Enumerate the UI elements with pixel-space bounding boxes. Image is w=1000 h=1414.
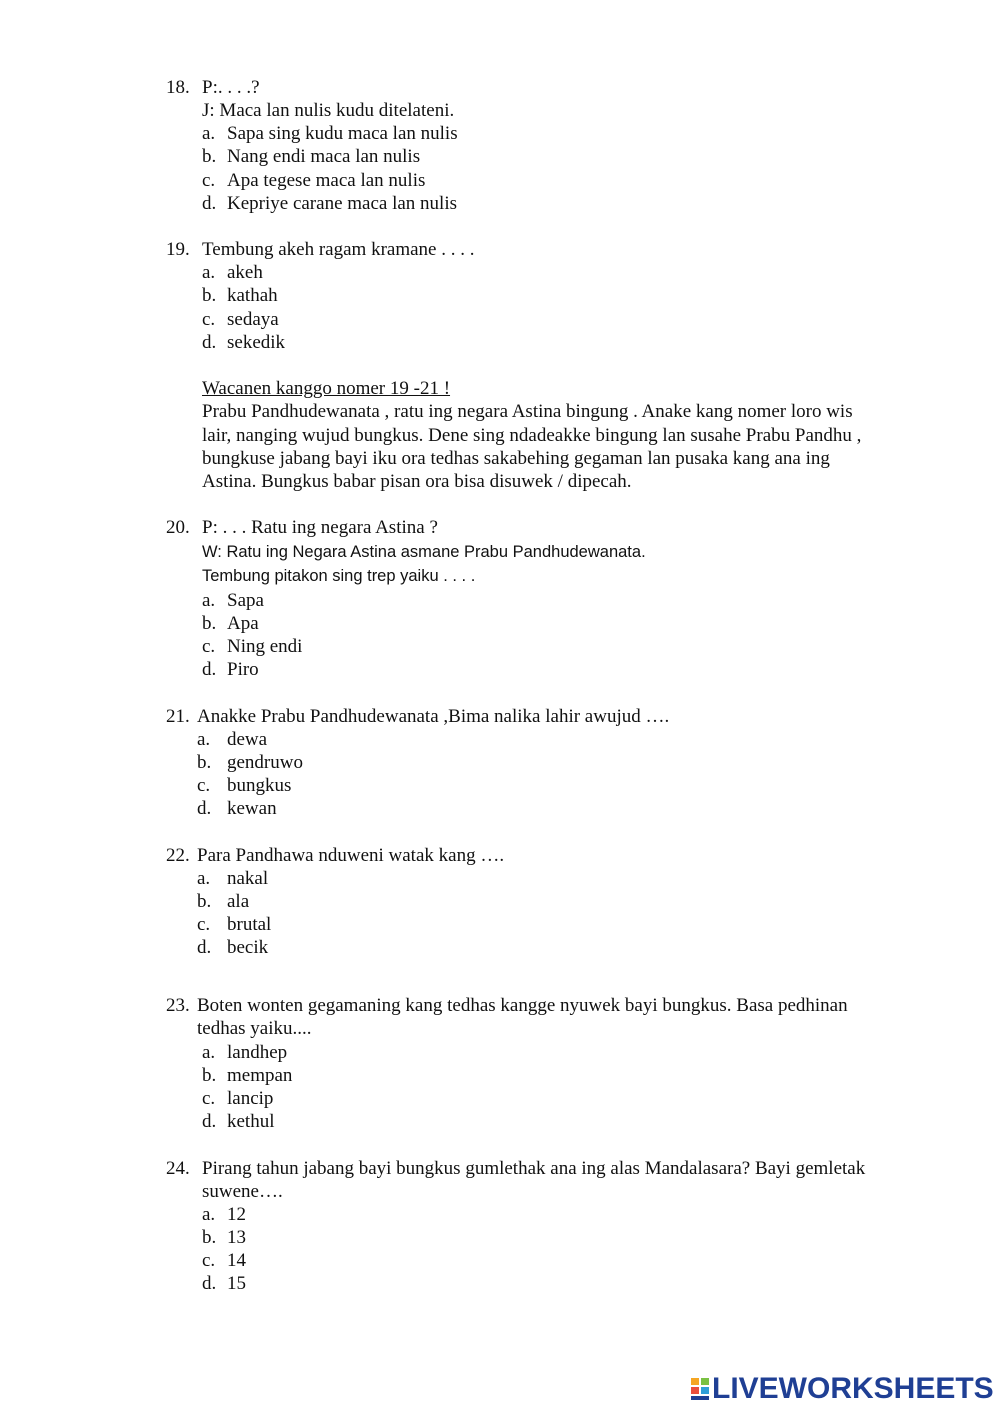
option-text: mempan xyxy=(227,1065,293,1086)
option-text: dewa xyxy=(227,729,268,750)
option-text: nakal xyxy=(227,868,269,889)
option-text: 15 xyxy=(227,1273,246,1294)
option-text: ala xyxy=(227,891,250,912)
option-letter: d. xyxy=(202,659,217,680)
option-letter: d. xyxy=(202,332,217,353)
question-prompt: Pirang tahun jabang bayi bungkus gumlethak ana ing alas Mandalasara? Bayi gemletak xyxy=(202,1158,866,1179)
question-prompt: P: . . . Ratu ing negara Astina ? xyxy=(202,517,438,538)
option-text: Nang endi maca lan nulis xyxy=(227,146,421,167)
reading-line: Prabu Pandhudewanata , ratu ing negara Astina bingung . Anake kang nomer loro wis xyxy=(202,401,853,422)
question-number: 22. xyxy=(166,845,190,866)
option-text: sekedik xyxy=(227,332,286,353)
option-letter: a. xyxy=(197,729,211,750)
option-letter: d. xyxy=(202,193,217,214)
option-text: kathah xyxy=(227,285,278,306)
option-letter: a. xyxy=(202,262,216,283)
option-text: 14 xyxy=(227,1250,246,1271)
option-text: Apa xyxy=(227,613,259,634)
option-letter: d. xyxy=(202,1111,217,1132)
question-prompt: Anakke Prabu Pandhudewanata ,Bima nalika lahir awujud …. xyxy=(197,706,670,727)
option-letter: b. xyxy=(202,613,217,634)
question-number: 18. xyxy=(166,77,190,98)
option-letter: b. xyxy=(202,146,217,167)
question-number: 21. xyxy=(166,706,190,727)
option-text: akeh xyxy=(227,262,263,283)
option-letter: b. xyxy=(197,752,212,773)
option-text: landhep xyxy=(227,1042,288,1063)
option-text: kewan xyxy=(227,798,277,819)
option-text: gendruwo xyxy=(227,752,303,773)
option-text: 12 xyxy=(227,1204,246,1225)
option-text: lancip xyxy=(227,1088,274,1109)
reading-line: Astina. Bungkus babar pisan ora bisa disuwek / dipecah. xyxy=(202,471,632,492)
option-text: Sapa sing kudu maca lan nulis xyxy=(227,123,458,144)
option-letter: d. xyxy=(197,798,212,819)
option-letter: c. xyxy=(197,914,211,935)
option-letter: d. xyxy=(202,1273,217,1294)
option-text: Kepriye carane maca lan nulis xyxy=(227,193,457,214)
brand-wordmark: LIVEWORKSHEETS xyxy=(712,1372,994,1406)
option-letter: a. xyxy=(202,123,216,144)
liveworksheets-logo-icon xyxy=(690,1376,710,1402)
option-text: Piro xyxy=(227,659,259,680)
question-prompt: P:. . . .? xyxy=(202,77,260,98)
option-letter: d. xyxy=(197,937,212,958)
reading-line: lair, nanging wujud bungkus. Dene sing ndadeakke bingung lan susahe Prabu Pandhu , xyxy=(202,425,862,446)
question-number: 20. xyxy=(166,517,190,538)
option-text: brutal xyxy=(227,914,272,935)
option-letter: c. xyxy=(202,1088,216,1109)
option-text: bungkus xyxy=(227,775,292,796)
option-text: Sapa xyxy=(227,590,264,611)
question-prompt: Tembung akeh ragam kramane . . . . xyxy=(202,239,475,260)
reading-heading: Wacanen kanggo nomer 19 -21 ! xyxy=(202,378,451,399)
question-number: 19. xyxy=(166,239,190,260)
option-letter: b. xyxy=(202,285,217,306)
option-letter: c. xyxy=(197,775,211,796)
option-text: becik xyxy=(227,937,269,958)
answer-line: W: Ratu ing Negara Astina asmane Prabu Pandhudewanata. xyxy=(202,543,646,561)
option-letter: c. xyxy=(202,309,216,330)
option-text: kethul xyxy=(227,1111,275,1132)
option-letter: a. xyxy=(202,1204,216,1225)
reading-line: bungkuse jabang bayi iku ora tedhas sakabehing gegaman lan pusaka kang ana ing xyxy=(202,448,830,469)
option-letter: c. xyxy=(202,1250,216,1271)
question-line: Tembung pitakon sing trep yaiku . . . . xyxy=(202,567,476,585)
option-text: 13 xyxy=(227,1227,246,1248)
question-prompt: Para Pandhawa nduweni watak kang …. xyxy=(197,845,505,866)
question-prompt-continued: suwene…. xyxy=(202,1181,283,1202)
option-letter: a. xyxy=(202,590,216,611)
question-prompt-continued: tedhas yaiku.... xyxy=(197,1018,312,1039)
liveworksheets-brand[interactable] xyxy=(690,1372,994,1406)
option-text: sedaya xyxy=(227,309,279,330)
option-letter: b. xyxy=(202,1227,217,1248)
option-letter: b. xyxy=(202,1065,217,1086)
option-text: Apa tegese maca lan nulis xyxy=(227,170,426,191)
option-letter: a. xyxy=(202,1042,216,1063)
option-letter: c. xyxy=(202,170,216,191)
option-letter: a. xyxy=(197,868,211,889)
question-number: 23. xyxy=(166,995,190,1016)
question-prompt: Boten wonten gegamaning kang tedhas kangge nyuwek bayi bungkus. Basa pedhinan xyxy=(197,995,848,1016)
answer-line: J: Maca lan nulis kudu ditelateni. xyxy=(202,100,455,121)
option-text: Ning endi xyxy=(227,636,303,657)
question-number: 24. xyxy=(166,1158,190,1179)
option-letter: b. xyxy=(197,891,212,912)
option-letter: c. xyxy=(202,636,216,657)
